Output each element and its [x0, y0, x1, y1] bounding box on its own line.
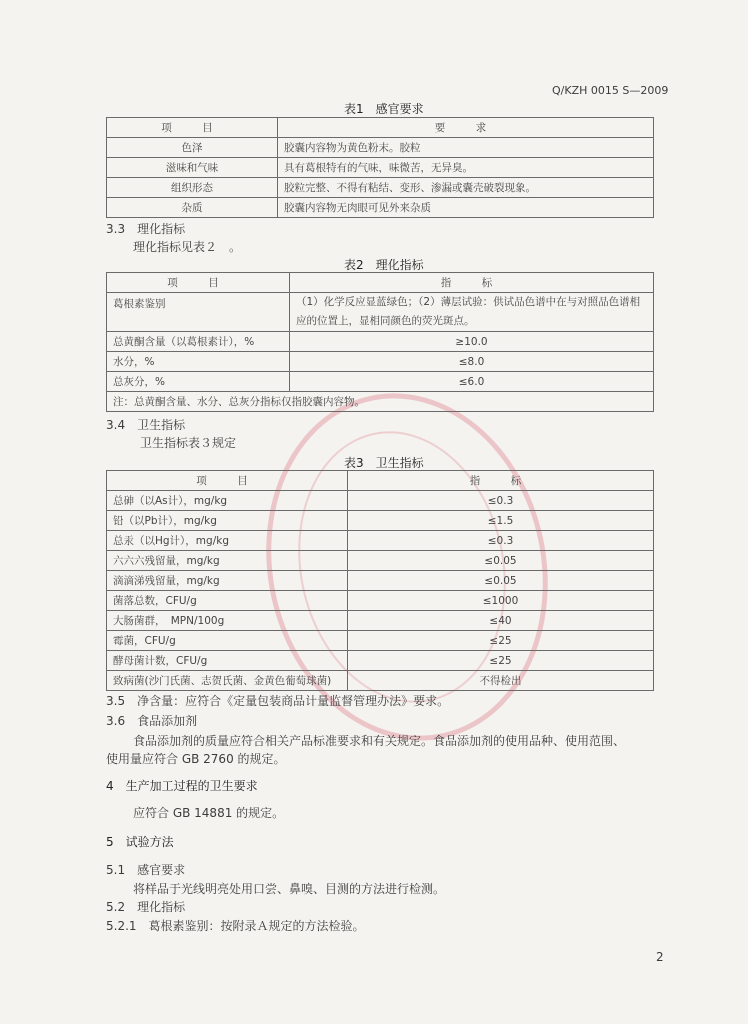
table-row — [107, 178, 654, 198]
table2-header-item: 项 目 — [107, 273, 290, 293]
table-cell: 杂质 — [107, 198, 278, 218]
table-cell: 葛根素鉴别 — [107, 293, 290, 332]
table-header-row — [107, 471, 654, 491]
table-cell: ≥10.0 — [290, 332, 654, 352]
table-cell: 组织形态 — [107, 178, 278, 198]
table-row — [107, 293, 654, 332]
table-cell: 菌落总数，CFU/g — [107, 591, 348, 611]
table-cell — [290, 293, 654, 332]
table-cell: 滴滴涕残留量，mg/kg — [107, 571, 348, 591]
table3-header-item: 项 目 — [107, 471, 348, 491]
table-cell: ≤25 — [348, 631, 654, 651]
table-row — [107, 392, 654, 412]
section-5-title: 5 试验方法 — [106, 835, 174, 849]
section-3-6-title: 3.6 食品添加剂 — [106, 714, 198, 728]
table-row — [107, 531, 654, 551]
table-cell: ≤8.0 — [290, 352, 654, 372]
table-cell: ≤1000 — [348, 591, 654, 611]
table-row — [107, 631, 654, 651]
table-cell: 总黄酮含量（以葛根素计），% — [107, 332, 290, 352]
table1-header-requirement: 要 求 — [278, 118, 654, 138]
table-cell: 大肠菌群， MPN/100g — [107, 611, 348, 631]
table-cell: 霉菌，CFU/g — [107, 631, 348, 651]
table-row — [107, 611, 654, 631]
table-row — [107, 352, 654, 372]
table-cell: 水分，% — [107, 352, 290, 372]
table-row — [107, 571, 654, 591]
section-3-3-title: 3.3 理化指标 — [106, 222, 186, 236]
table-row — [107, 332, 654, 352]
section-3-6-line1: 食品添加剂的质量应符合相关产品标准要求和有关规定。食品添加剂的使用品种、使用范围、 — [133, 734, 626, 748]
table-cell: ≤1.5 — [348, 511, 654, 531]
table-cell-line: （1）化学反应显蓝绿色；（2）薄层试验：供试品色谱中在与对照品色谱相 — [296, 296, 641, 308]
table2 — [106, 272, 654, 412]
section-4-title: 4 生产加工过程的卫生要求 — [106, 779, 258, 793]
table-row — [107, 651, 654, 671]
table3-header-index: 指 标 — [348, 471, 654, 491]
table-cell: 总砷（以As计），mg/kg — [107, 491, 348, 511]
section-3-3-text: 理化指标见表２ 。 — [133, 240, 242, 254]
table-header-row — [107, 273, 654, 293]
table-cell: 总汞（以Hg计），mg/kg — [107, 531, 348, 551]
table-row — [107, 158, 654, 178]
table-row — [107, 671, 654, 691]
table-cell: 铅（以Pb计），mg/kg — [107, 511, 348, 531]
section-4-text: 应符合 GB 14881 的规定。 — [133, 806, 285, 820]
table3-caption: 表3 卫生指标 — [344, 456, 424, 470]
table-cell: 胶囊内容物为黄色粉末。胶粒 — [278, 138, 654, 158]
table-cell: ≤6.0 — [290, 372, 654, 392]
section-5-1-title: 5.1 感官要求 — [106, 863, 186, 877]
table-cell: ≤0.05 — [348, 571, 654, 591]
table-row — [107, 591, 654, 611]
table-cell: 胶粒完整、不得有粘结、变形、渗漏或囊壳破裂现象。 — [278, 178, 654, 198]
table-row — [107, 372, 654, 392]
table-header-row — [107, 118, 654, 138]
table1-caption: 表1 感官要求 — [344, 102, 424, 116]
table-cell: 酵母菌计数，CFU/g — [107, 651, 348, 671]
table-cell: ≤25 — [348, 651, 654, 671]
table-cell: 具有葛根特有的气味，味微苦，无异臭。 — [278, 158, 654, 178]
section-3-6-line2: 使用量应符合 GB 2760 的规定。 — [106, 752, 286, 766]
table-cell: ≤0.3 — [348, 531, 654, 551]
table-row — [107, 198, 654, 218]
table-cell: 色泽 — [107, 138, 278, 158]
document-code: Q/KZH 0015 S—2009 — [552, 84, 669, 97]
page-number: 2 — [656, 950, 664, 964]
section-3-4-text: 卫生指标表３规定 — [140, 436, 237, 450]
table1 — [106, 117, 654, 218]
table-cell: 滋味和气味 — [107, 158, 278, 178]
table-row — [107, 551, 654, 571]
table-cell: 总灰分，% — [107, 372, 290, 392]
table-cell: ≤40 — [348, 611, 654, 631]
table-row — [107, 138, 654, 158]
table-row — [107, 511, 654, 531]
table2-caption: 表2 理化指标 — [344, 258, 424, 272]
table2-note: 注：总黄酮含量、水分、总灰分指标仅指胶囊内容物。 — [107, 392, 654, 412]
table2-header-index: 指 标 — [290, 273, 654, 293]
table-row — [107, 491, 654, 511]
table-cell: ≤0.3 — [348, 491, 654, 511]
table-cell: 不得检出 — [348, 671, 654, 691]
table3 — [106, 470, 654, 691]
section-5-1-text: 将样品于光线明亮处用口尝、鼻嗅、目测的方法进行检测。 — [133, 882, 446, 896]
table-cell: 致病菌(沙门氏菌、志贺氏菌、金黄色葡萄球菌) — [107, 671, 348, 691]
section-5-2-title: 5.2 理化指标 — [106, 900, 186, 914]
section-3-4-title: 3.4 卫生指标 — [106, 418, 186, 432]
table1-header-item: 项 目 — [107, 118, 278, 138]
section-5-2-1: 5.2.1 葛根素鉴别：按附录Ａ规定的方法检验。 — [106, 919, 365, 933]
table-cell: 胶囊内容物无肉眼可见外来杂质 — [278, 198, 654, 218]
table-cell: ≤0.05 — [348, 551, 654, 571]
table-cell-line: 应的位置上，显相同颜色的荧光斑点。 — [296, 315, 475, 327]
section-3-5: 3.5 净含量：应符合《定量包装商品计量监督管理办法》要求。 — [106, 694, 450, 708]
table-cell: 六六六残留量，mg/kg — [107, 551, 348, 571]
